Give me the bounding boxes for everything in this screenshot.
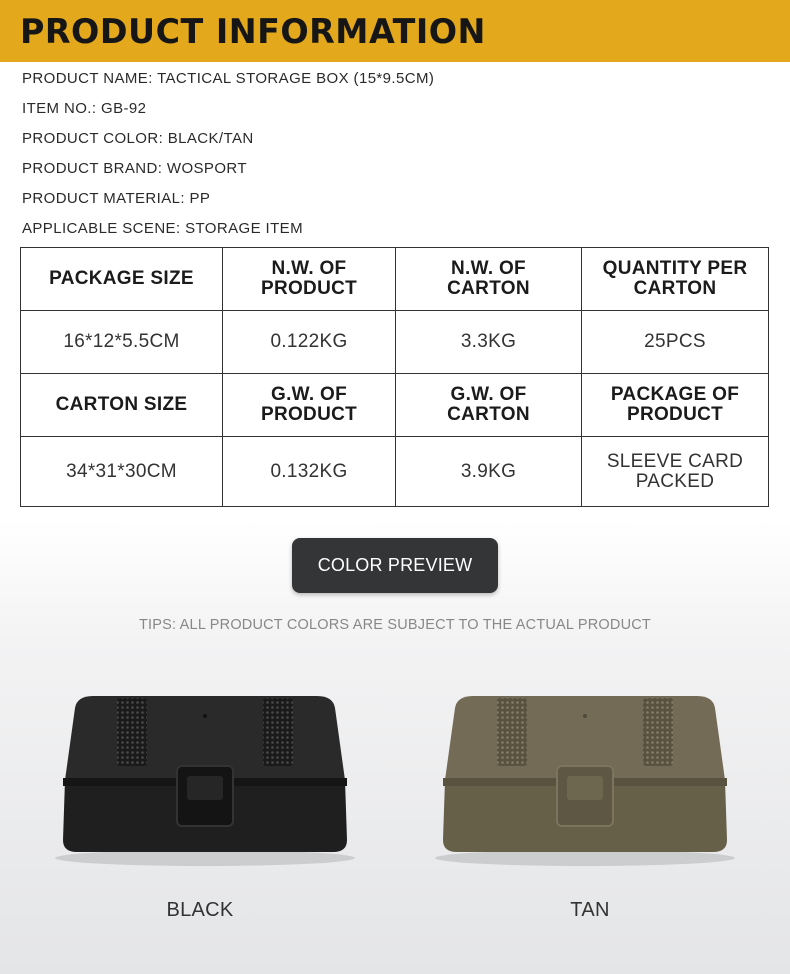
value-carton-size: 34*31*30CM xyxy=(21,437,223,507)
header-gw-carton: G.W. OF CARTON xyxy=(396,374,582,437)
info-item-no: ITEM NO.: GB-92 xyxy=(22,100,147,117)
color-label-black: BLACK xyxy=(166,899,234,921)
table-row xyxy=(21,374,769,437)
tips-text: TIPS: ALL PRODUCT COLORS ARE SUBJECT TO THE ACTUAL PRODUCT xyxy=(139,617,651,633)
header-package-of-product: PACKAGE OF PRODUCT xyxy=(582,374,769,437)
table-row xyxy=(21,248,769,311)
value-package-of-product: SLEEVE CARD PACKED xyxy=(582,437,769,507)
header-carton-size: CARTON SIZE xyxy=(21,374,223,437)
header-gw-product: G.W. OF PRODUCT xyxy=(223,374,396,437)
black-box-image xyxy=(45,680,365,870)
value-nw-product: 0.122KG xyxy=(223,311,396,374)
header-nw-carton: N.W. OF CARTON xyxy=(396,248,582,311)
page-title: PRODUCT INFORMATION xyxy=(20,12,486,52)
header-banner xyxy=(0,0,790,62)
info-applicable-scene: APPLICABLE SCENE: STORAGE ITEM xyxy=(22,220,303,237)
info-product-color: PRODUCT COLOR: BLACK/TAN xyxy=(22,130,254,147)
spec-table xyxy=(20,247,769,507)
info-product-name: PRODUCT NAME: TACTICAL STORAGE BOX (15*9.5CM) xyxy=(22,70,435,87)
info-product-brand: PRODUCT BRAND: WOSPORT xyxy=(22,160,247,177)
header-quantity-per-carton: QUANTITY PER CARTON xyxy=(582,248,769,311)
value-gw-carton: 3.9KG xyxy=(396,437,582,507)
tan-box-image xyxy=(425,680,745,870)
storage-box-icon xyxy=(45,680,365,870)
header-package-size: PACKAGE SIZE xyxy=(21,248,223,311)
value-package-size: 16*12*5.5CM xyxy=(21,311,223,374)
table-row xyxy=(21,437,769,507)
value-gw-product: 0.132KG xyxy=(223,437,396,507)
value-quantity-per-carton: 25PCS xyxy=(582,311,769,374)
info-product-material: PRODUCT MATERIAL: PP xyxy=(22,190,211,207)
storage-box-icon xyxy=(425,680,745,870)
color-label-tan: TAN xyxy=(570,899,610,921)
table-row xyxy=(21,311,769,374)
header-nw-product: N.W. OF PRODUCT xyxy=(223,248,396,311)
color-preview-button[interactable]: COLOR PREVIEW xyxy=(292,538,498,593)
value-nw-carton: 3.3KG xyxy=(396,311,582,374)
